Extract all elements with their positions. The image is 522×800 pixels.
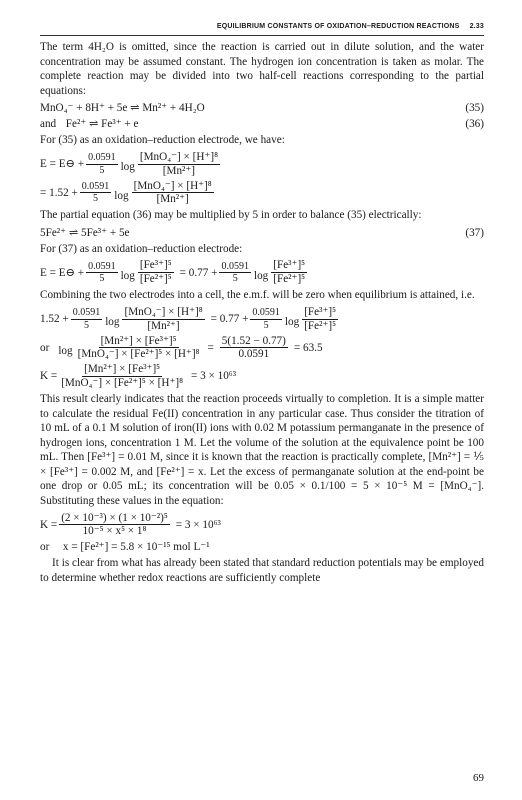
- e35b-ratio: $\frac{\text{[MnO₄⁻] × [H⁺]⁸}}{\text{[Mn²⁺]}}$: [133, 179, 212, 206]
- equation-36-number: (36): [465, 118, 484, 131]
- header-rule: [40, 35, 484, 36]
- paragraph-5: Combining the two electrodes into a cell, the e.m.f. will be zero when equilibrium is attained, i.e.: [40, 289, 475, 302]
- orlog-prefix: or: [40, 341, 50, 354]
- paragraph-4: For (37) as an oxidation–reduction electrode:: [40, 242, 243, 255]
- keq-result: = 3 × 10⁶³: [191, 370, 237, 383]
- equation-37-text: 5Fe²⁺ ⇌ 5Fe³⁺ + 5e: [40, 226, 130, 239]
- paragraph-2: For (35) as an oxidation–reduction electrode, we have:: [40, 134, 285, 147]
- comb-lhs: 1.52 +: [40, 312, 69, 325]
- paragraph-3: The partial equation (36) may be multiplied by 5 in order to balance (35) electrically:: [40, 209, 422, 222]
- equation-35: [40, 101, 484, 117]
- section-number: 2.33: [469, 23, 484, 30]
- e37-log-2: log: [253, 269, 269, 282]
- page-content: [40, 40, 484, 588]
- comb-log-2: log: [284, 315, 300, 328]
- e35a-coefficient: $\frac{0.0591}{5}$: [88, 152, 116, 176]
- e35b-lhs: = 1.52 +: [40, 186, 78, 199]
- running-header: [217, 22, 484, 31]
- equation-37: [40, 226, 484, 242]
- ksub-ratio: $\frac{\text{(2 × 10⁻³) × (1 × 10⁻²)⁵}}{\text{10⁻⁵ × x⁵ × 1⁸}}$: [61, 511, 168, 538]
- equation-36: [40, 117, 484, 133]
- e37-log: log: [120, 269, 135, 282]
- cell-equilibrium-equation: [40, 306, 484, 333]
- equation-37-number: (37): [465, 226, 484, 239]
- orlog-equals: =: [207, 341, 214, 354]
- electrode-35-equation: [40, 151, 484, 178]
- comb-ratio: $\frac{\text{[MnO₄⁻] × [H⁺]⁸}}{\text{[Mn²⁺]}}$: [124, 305, 203, 332]
- log-k-equation: [40, 335, 484, 362]
- orx-prefix: or: [40, 541, 50, 554]
- e35a-log: log: [120, 160, 135, 173]
- orlog-ratio: $\frac{\text{[Mn²⁺] × [Fe³⁺]⁵}}{\text{[MnO₄⁻] × [Fe²⁺]⁵ × [H⁺]⁸}}$: [77, 334, 200, 361]
- ksub-lhs: K =: [40, 518, 58, 531]
- e37-coefficient: $\frac{0.0591}{5}$: [88, 260, 116, 285]
- orlog-value-ratio: $\frac{5(1.52 - 0.77)}{0.0591}$: [221, 334, 286, 361]
- e37-ratio-2: $\frac{\text{[Fe³⁺]⁵}}{\text{[Fe²⁺]⁵}}$: [273, 259, 306, 286]
- equation-36-prefix: and: [40, 118, 57, 131]
- paragraph-6: This result clearly indicates that the reaction proceeds virtually to completion. It is a simple matter to calculate the residual Fe(II) concentration in any particular case. Thus consider the titration of 10 mL of a 0.1 M solution of iron(II) ions with 0.02 M potassium permanganate in the presence of hydrogen ions, concentration 1 M. Let the volume of the solution at the equivalence point be 100 mL. Then [Fe³⁺] = 0.01 M, since it is known that the reaction is practically complete, [Mn²⁺] = ⅕ × [Fe³⁺] = 0.002 M, and [Fe²⁺] = x. Let the excess of permanganate solution at the end-point be one drop or 0.05 mL; its concentration will be 0.05 × 0.1/100 = 5 × 10⁻⁵ M = [MnO₄⁻]. Substituting these values in the equation:: [40, 393, 484, 507]
- e35a-ratio: $\frac{\text{[MnO₄⁻] × [H⁺]⁸}}{\text{[Mn²⁺]}}$: [139, 150, 218, 177]
- equation-35-number: (35): [465, 102, 484, 115]
- comb-mid: = 0.77 +: [210, 312, 249, 325]
- orx-text: x = [Fe²⁺] = 5.8 × 10⁻¹⁵ mol L⁻¹: [62, 541, 210, 554]
- comb-ratio-2: $\frac{\text{[Fe³⁺]⁵}}{\text{[Fe²⁺]⁵}}$: [304, 305, 337, 332]
- e35b-log: log: [114, 189, 129, 202]
- equation-36-text: Fe²⁺ ⇌ Fe³⁺ + e: [65, 118, 139, 131]
- page-number: 69: [473, 772, 484, 784]
- comb-coefficient-2: $\frac{0.0591}{5}$: [252, 307, 280, 331]
- keq-lhs: K =: [40, 370, 58, 383]
- substituted-k-equation: [40, 512, 484, 539]
- ksub-result: = 3 × 10⁶³: [175, 518, 221, 531]
- electrode-37-equation: [40, 259, 484, 286]
- electrode-35-substituted: [40, 180, 484, 207]
- comb-coefficient: $\frac{0.0591}{5}$: [72, 307, 101, 331]
- paragraph-1: The term 4H₂O is omitted, since the reaction is carried out in dilute solution, and the water concentration may be assumed constant. The hydrogen ion concentration is taken as molar. The complete reaction may be divided into two half-cell reactions corresponding to the partial equations:: [40, 41, 484, 97]
- e37-ratio: $\frac{\text{[Fe³⁺]⁵}}{\text{[Fe²⁺]⁵}}$: [139, 259, 172, 286]
- running-title: EQUILIBRIUM CONSTANTS OF OXIDATION–REDUCTION REACTIONS: [216, 23, 460, 30]
- e35a-lhs: E = E⊖ +: [40, 157, 85, 170]
- e35b-coefficient: $\frac{0.0591}{5}$: [81, 180, 110, 205]
- comb-log: log: [105, 315, 120, 328]
- e37-lhs: E = E⊖ +: [40, 266, 85, 279]
- e37-mid: = 0.77 +: [179, 266, 218, 279]
- orlog-result: = 63.5: [293, 341, 323, 354]
- orlog-log: log: [58, 344, 73, 357]
- e37-coefficient-2: $\frac{0.0591}{5}$: [221, 260, 249, 285]
- paragraph-7: It is clear from what has already been stated that standard reduction potentials may be employed to determine whether redox reactions are sufficiently complete: [40, 557, 484, 584]
- residual-iron-result: [40, 540, 484, 556]
- equilibrium-constant-equation: [40, 363, 484, 390]
- keq-ratio: $\frac{\text{[Mn²⁺] × [Fe³⁺]⁵}}{\text{[MnO₄⁻] × [Fe²⁺]⁵ × [H⁺]⁸}}$: [61, 363, 184, 390]
- equation-35-text: MnO₄⁻ + 8H⁺ + 5e ⇌ Mn²⁺ + 4H₂O: [40, 102, 205, 115]
